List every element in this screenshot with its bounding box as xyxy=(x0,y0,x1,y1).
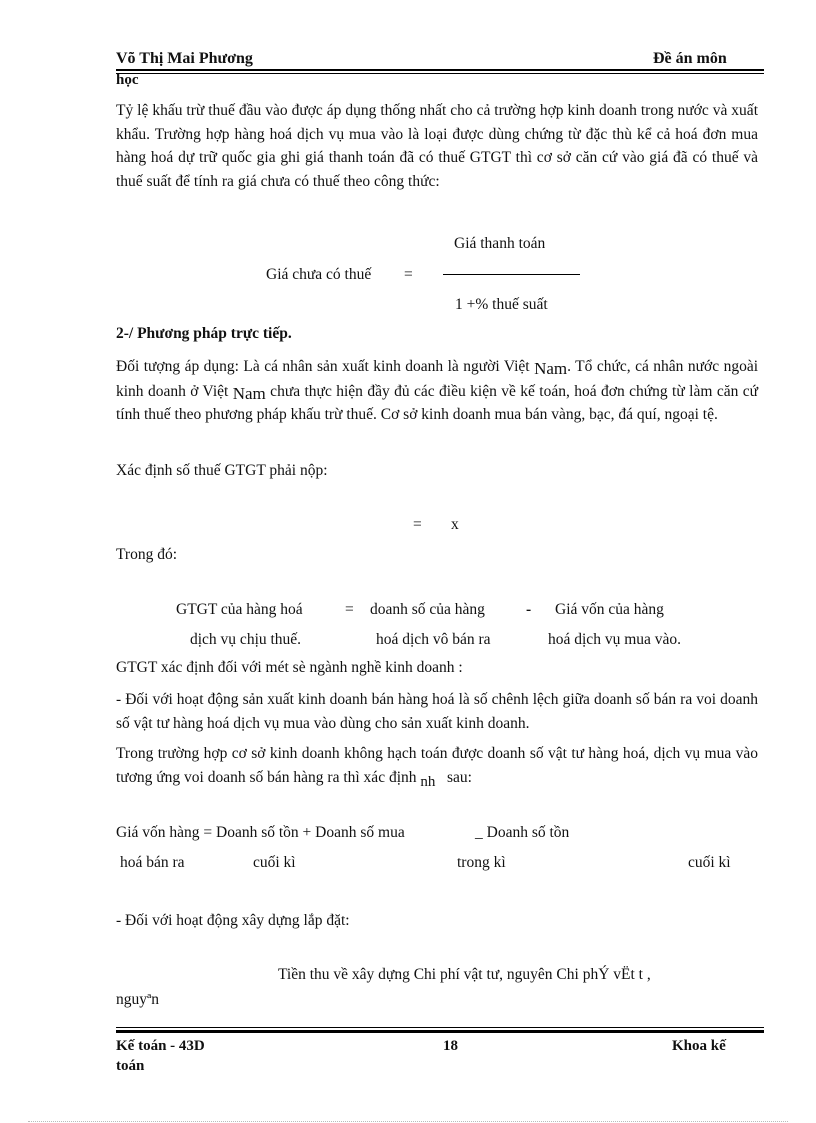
label-in-which: Trong đó: xyxy=(116,546,178,563)
formula3-col3-row1: Giá vốn của hàng xyxy=(555,601,664,618)
section-heading-number: 2-/ xyxy=(116,325,134,342)
para2-nam-1: Nam xyxy=(534,359,568,378)
header-subject: Đề án môn xyxy=(653,50,727,67)
formula4-row2-a: hoá bán ra xyxy=(120,854,185,871)
header-rule-thin xyxy=(116,73,764,74)
paragraph-construction-formula: Tiền thu về xây dựng Chi phí vật tư, nguyên Chi phÝ vËt t , xyxy=(278,966,651,983)
section-heading-title: Phương pháp trực tiếp. xyxy=(137,325,292,342)
paragraph-trading-activity: - Đối với hoạt động sản xuất kinh doanh bán hàng hoá là số chênh lệch giữa doanh số bán ra voi doanh số vật tư hàng hoá dịch vụ mua vào dùng cho sản xuất kinh doanh. xyxy=(116,691,758,732)
paragraph-gtgt-by-industry: GTGT xác định đối với mét sè ngành nghề kinh doanh : xyxy=(116,659,463,676)
para6-text: Trong trường hợp cơ sở kinh doanh không hạch toán được doanh số vật tư hàng hoá, dịch vụ mua vào tương ứng voi doanh số bán hàng ra thì xác định xyxy=(116,745,758,786)
formula1-equals: = xyxy=(404,266,413,283)
formula3-col1-row1: GTGT của hàng hoá xyxy=(176,601,303,618)
formula4-row1: Giá vốn hàng = Doanh số tồn + Doanh số mua xyxy=(116,824,405,841)
para2-nam-2: Nam xyxy=(232,383,266,403)
formula3-col2-row1: doanh số của hàng xyxy=(370,601,485,618)
header-author: Võ Thị Mai Phương xyxy=(116,50,253,67)
paragraph-construction-formula-cont: nguyªn xyxy=(116,991,160,1008)
para6-nh: nh xyxy=(420,773,436,790)
para6-sau: sau: xyxy=(447,768,472,786)
formula1-numerator: Giá thanh toán xyxy=(454,235,546,252)
section-heading-direct-method xyxy=(116,325,292,343)
formula2-times: x xyxy=(451,516,459,533)
formula3-equals: = xyxy=(345,601,354,618)
formula3-col3-row2: hoá dịch vụ mua vào. xyxy=(548,631,682,648)
formula4-row2-b: cuối kì xyxy=(253,854,296,871)
para2-text-b: . Tổ chức, cá nhân nước ngoài kinh doanh ở Việt xyxy=(116,358,759,400)
formula3-minus: - xyxy=(526,601,532,618)
formula4-row2-d: cuối kì xyxy=(688,854,731,871)
footer-left-continued: toán xyxy=(116,1058,145,1074)
formula3-col1-row2: dịch vụ chịu thuế. xyxy=(190,631,302,648)
page-edge-dotted-line xyxy=(28,1121,788,1122)
footer-rule-thick xyxy=(116,1030,764,1033)
formula4-row1-minus: _ Doanh số tồn xyxy=(475,824,570,841)
formula4-row2-c: trong kì xyxy=(457,854,506,871)
para2-text-c: chưa thực hiện đầy đủ các điều kiện về kế toán, hoá đơn chứng từ làm căn cứ tính thuế theo phương pháp khấu trừ thuế. Cơ sở kinh doanh mua bán vàng, bạc, đá quí, ngoại tệ. xyxy=(116,382,759,423)
formula2-equals: = xyxy=(413,516,422,533)
paragraph-construction: - Đối với hoạt động xây dựng lắp đặt: xyxy=(116,912,350,929)
footer-right: Khoa kế xyxy=(672,1038,726,1054)
footer-rule-thin xyxy=(116,1027,764,1028)
formula1-denominator: 1 +% thuế suất xyxy=(455,296,548,313)
footer-page-number: 18 xyxy=(443,1038,458,1054)
paragraph-no-accounting-case xyxy=(116,742,758,790)
formula1-fraction-bar xyxy=(443,274,580,275)
para2-text-a: Đối tượng áp dụng: Là cá nhân sản xuất kinh doanh là người Việt xyxy=(116,358,530,375)
paragraph-deduction-rate: Tỷ lệ khấu trừ thuế đầu vào được áp dụng thống nhất cho cả trường hợp kinh doanh trong nước và xuất khẩu. Trường hợp hàng hoá dịch vụ mua vào là loại được dùng chứng từ đặc thù kể cả hoá đơn mua hàng hoá dự trữ quốc gia ghi giá thanh toán đã có thuế GTGT thì cơ sở căn cứ vào giá đã có thuế và thuế suất để tính ra giá chưa có thuế theo công thức: xyxy=(116,102,758,190)
paragraph-applicable-subjects xyxy=(116,354,758,427)
header-subject-continued: học xyxy=(116,72,139,88)
footer-left: Kế toán - 43D xyxy=(116,1038,205,1054)
header-rule-thick xyxy=(116,69,764,71)
formula1-lhs: Giá chưa có thuế xyxy=(266,266,372,283)
formula3-col2-row2: hoá dịch vô bán ra xyxy=(376,631,491,648)
paragraph-determine-tax: Xác định số thuế GTGT phải nộp: xyxy=(116,462,328,479)
